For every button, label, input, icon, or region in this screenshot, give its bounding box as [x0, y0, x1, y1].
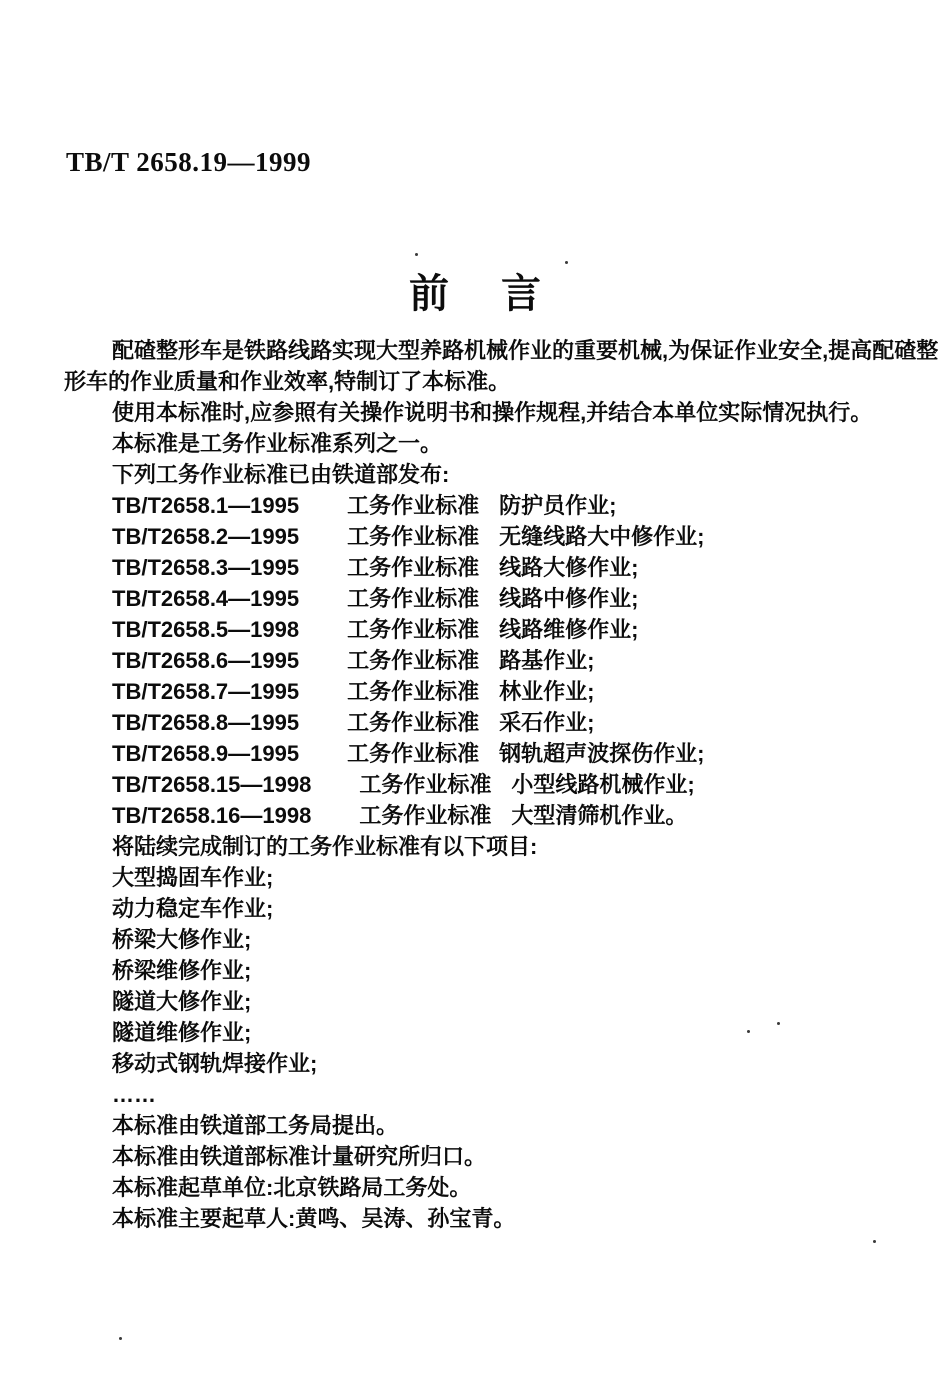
upcoming-standard-line: 桥梁维修作业; [112, 958, 252, 983]
std-name: 防护员作业; [499, 493, 617, 518]
upcoming-standard-line: 桥梁大修作业; [112, 927, 252, 952]
std-code: TB/T2658.1—1995 [112, 493, 300, 518]
paragraph-line: 形车的作业质量和作业效率,特制订了本标准。 [64, 369, 511, 394]
scan-speck [415, 253, 418, 256]
scan-speck [747, 1030, 750, 1033]
attribution-lines [64, 1110, 888, 1234]
page-title: 前言 [409, 272, 593, 316]
std-series: 工务作业标准 [347, 617, 480, 642]
std-code: TB/T2658.8—1995 [112, 710, 300, 735]
published-standard-line [64, 738, 888, 769]
attribution-line: 本标准由铁道部标准计量研究所归口。 [112, 1144, 487, 1169]
published-standard-line [64, 800, 888, 831]
std-code: TB/T2658.7—1995 [112, 679, 300, 704]
std-code: TB/T2658.3—1995 [112, 555, 300, 580]
std-series: 工务作业标准 [347, 710, 480, 735]
std-series: 工务作业标准 [347, 524, 480, 549]
paragraph-line: 将陆续完成制订的工务作业标准有以下项目: [112, 834, 538, 859]
published-standard-line [64, 707, 888, 738]
std-name: 线路维修作业; [499, 617, 639, 642]
std-series: 工务作业标准 [359, 772, 492, 797]
paragraph-line: 下列工务作业标准已由铁道部发布: [112, 462, 450, 487]
std-code: TB/T2658.6—1995 [112, 648, 300, 673]
std-series: 工务作业标准 [347, 493, 480, 518]
attribution-line: 本标准主要起草人:黄鸣、吴涛、孙宝青。 [112, 1206, 516, 1231]
std-code: TB/T2658.9—1995 [112, 741, 300, 766]
published-standard-line [64, 552, 888, 583]
published-standard-line [64, 614, 888, 645]
published-standard-line [64, 676, 888, 707]
std-name: 钢轨超声波探伤作业; [499, 741, 705, 766]
std-series: 工务作业标准 [359, 803, 492, 828]
scan-speck [119, 1337, 122, 1340]
published-standard-line [64, 645, 888, 676]
scan-speck [565, 261, 568, 264]
upcoming-standards-list [64, 862, 888, 1110]
upcoming-standard-line: 隧道大修作业; [112, 989, 252, 1014]
upcoming-standard-line: 动力稳定车作业; [112, 896, 274, 921]
std-name: 路基作业; [499, 648, 595, 673]
doc-number: TB/T 2658.19—1999 [66, 147, 312, 177]
std-code: TB/T2658.15—1998 [112, 772, 312, 797]
std-name: 线路大修作业; [499, 555, 639, 580]
std-name: 大型清筛机作业。 [511, 803, 688, 828]
std-series: 工务作业标准 [347, 586, 480, 611]
paragraph-line: 配碴整形车是铁路线路实现大型养路机械作业的重要机械,为保证作业安全,提高配碴整 [112, 338, 939, 363]
std-name: 小型线路机械作业; [511, 772, 695, 797]
scan-speck [777, 1022, 780, 1025]
foreword-body [64, 335, 939, 1234]
std-code: TB/T2658.2—1995 [112, 524, 300, 549]
upcoming-standard-line: 大型捣固车作业; [112, 865, 274, 890]
std-series: 工务作业标准 [347, 741, 480, 766]
upcoming-standard-line: 隧道维修作业; [112, 1020, 252, 1045]
std-name: 林业作业; [499, 679, 595, 704]
std-name: 无缝线路大中修作业; [499, 524, 705, 549]
published-standard-line [64, 521, 888, 552]
upcoming-standard-line: 移动式钢轨焊接作业; [112, 1051, 318, 1076]
std-series: 工务作业标准 [347, 679, 480, 704]
std-series: 工务作业标准 [347, 555, 480, 580]
scan-speck [873, 1240, 876, 1243]
std-name: 线路中修作业; [499, 586, 639, 611]
attribution-line: 本标准起草单位:北京铁路局工务处。 [112, 1175, 472, 1200]
attribution-line: 本标准由铁道部工务局提出。 [112, 1113, 399, 1138]
paragraph-line: 本标准是工务作业标准系列之一。 [112, 431, 443, 456]
std-name: 采石作业; [499, 710, 595, 735]
published-standard-line [64, 490, 888, 521]
std-code: TB/T2658.5—1998 [112, 617, 300, 642]
std-code: TB/T2658.4—1995 [112, 586, 300, 611]
std-series: 工务作业标准 [347, 648, 480, 673]
published-standards-list [64, 490, 888, 831]
std-code: TB/T2658.16—1998 [112, 803, 312, 828]
paragraph-line: 使用本标准时,应参照有关操作说明书和操作规程,并结合本单位实际情况执行。 [112, 400, 873, 425]
upcoming-standard-line: …… [112, 1082, 156, 1107]
published-standard-line [64, 583, 888, 614]
published-standard-line [64, 769, 888, 800]
